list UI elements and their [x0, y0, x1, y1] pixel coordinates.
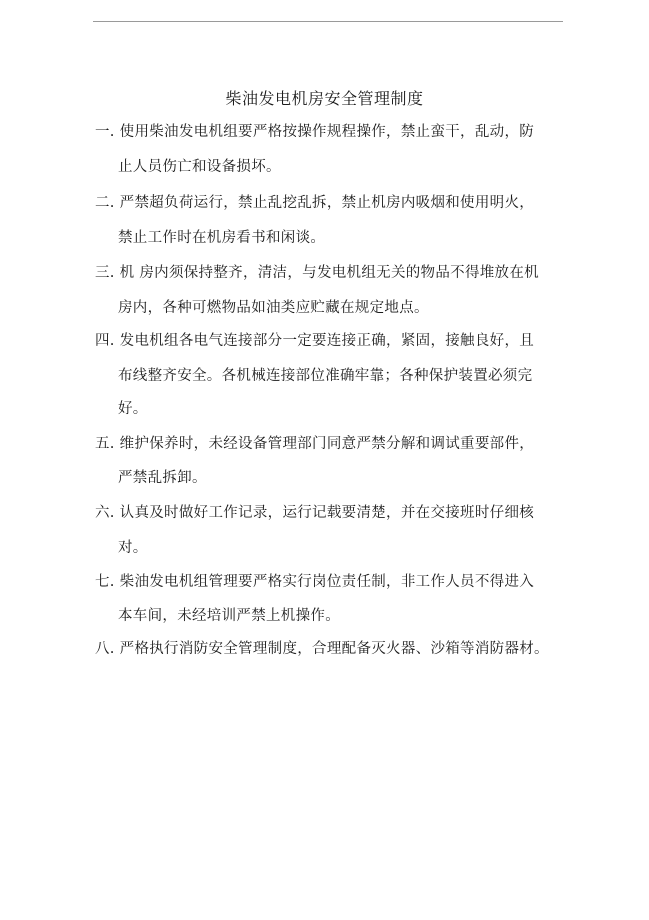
clause-3-line-1	[95, 262, 539, 284]
clause-number: 四.	[95, 333, 115, 349]
clause-text: 柴油发电机组管理要严格实行岗位责任制，非工作人员不得进入	[119, 574, 535, 590]
clause-text: 严格执行消防安全管理制度，合理配备灭火器、沙箱等消防器材。	[119, 641, 549, 657]
clause-3-line-2: 房内，各种可燃物品如油类应贮藏在规定地点。	[118, 300, 429, 316]
clause-number: 五.	[95, 436, 115, 452]
clause-2-line-2: 禁止工作时在机房看书和闲谈。	[118, 230, 326, 246]
clause-text: 使用柴油发电机组要严格按操作规程操作，禁止蛮干，乱动，防	[119, 124, 535, 140]
header-rule	[93, 21, 563, 22]
clause-1-line-2: 止人员伤亡和设备损坏。	[118, 159, 281, 175]
clause-text: 严禁超负荷运行，禁止乱挖乱拆，禁止机房内吸烟和使用明火，	[119, 195, 535, 211]
clause-number: 一.	[95, 124, 115, 140]
clause-number: 三.	[95, 265, 115, 281]
clause-1-line-1	[95, 121, 534, 143]
clause-4-line-1	[95, 330, 534, 352]
clause-number: 二.	[95, 195, 115, 211]
clause-text: 机 房内须保持整齐，清洁，与发电机组无关的物品不得堆放在机	[119, 265, 539, 281]
clause-5-line-2: 严禁乱拆卸。	[118, 470, 207, 486]
clause-4-line-2: 布线整齐安全。各机械连接部位准确牢靠；各种保护装置必须完	[118, 368, 533, 384]
clause-7-line-2: 本车间，未经培训严禁上机操作。	[118, 608, 340, 624]
clause-text: 维护保养时，未经设备管理部门同意严禁分解和调试重要部件，	[119, 436, 535, 452]
clause-7-line-1	[95, 571, 534, 593]
clause-5-line-1	[95, 433, 534, 455]
clause-8-line-1	[95, 638, 549, 660]
clause-number: 六.	[95, 505, 115, 521]
clause-6-line-1	[95, 502, 534, 524]
clause-number: 八.	[95, 641, 115, 657]
clause-text: 发电机组各电气连接部分一定要连接正确，紧固，接触良好，且	[119, 333, 535, 349]
clause-4-line-3: 好。	[118, 401, 148, 417]
clause-text: 认真及时做好工作记录，运行记载要清楚，并在交接班时仔细核	[119, 505, 535, 521]
clause-6-line-2: 对。	[118, 540, 148, 556]
clause-2-line-1	[95, 192, 534, 214]
document-title: 柴油发电机房安全管理制度	[225, 89, 424, 108]
clause-number: 七.	[95, 574, 115, 590]
